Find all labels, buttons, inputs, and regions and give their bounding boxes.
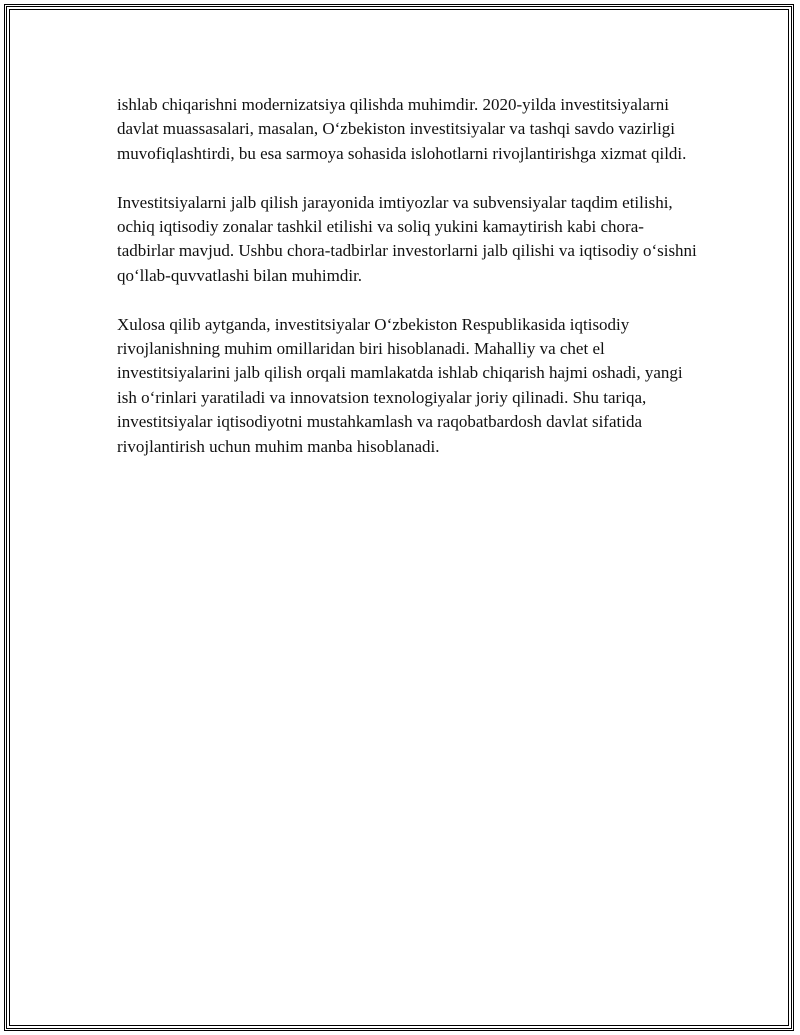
- paragraph-3: Xulosa qilib aytganda, investitsiyalar O‘zbekiston Respublikasida iqtisodiy rivojlanishning muhim omillaridan biri hisoblanadi. Mahalliy va chet el investitsiyalarini jalb qilish orqali mamlakatda ishlab chiqarish hajmi oshadi, yangi ish o‘rinlari yaratiladi va innovatsion texnologiyalar joriy qilinadi. Shu tariqa, investitsiyalar iqtisodiyotni mustahkamlash va raqobatbardosh davlat sifatida rivojlantirish uchun muhim manba hisoblanadi.: [117, 314, 683, 456]
- paragraph-2: Investitsiyalarni jalb qilish jarayonida imtiyozlar va subvensiyalar taqdim etilishi, ochiq iqtisodiy zonalar tashkil etilishi va soliq yukini kamaytirish kabi chora-tadbirlar mavjud. Ushbu chora-tadbirlar investorlarni jalb qilishi va iqtisodiy o‘sishni qo‘llab-quvvatlashi bilan muhimdir.: [117, 192, 697, 285]
- document-body: [117, 93, 697, 483]
- paragraph-1: ishlab chiqarishni modernizatsiya qilishda muhimdir. 2020-yilda investitsiyalarni davlat muassasalari, masalan, O‘zbekiston investitsiyalar va tashqi savdo vazirligi muvofiqlashtirdi, bu esa sarmoya sohasida islohotlarni rivojlantirishga xizmat qildi.: [117, 95, 687, 163]
